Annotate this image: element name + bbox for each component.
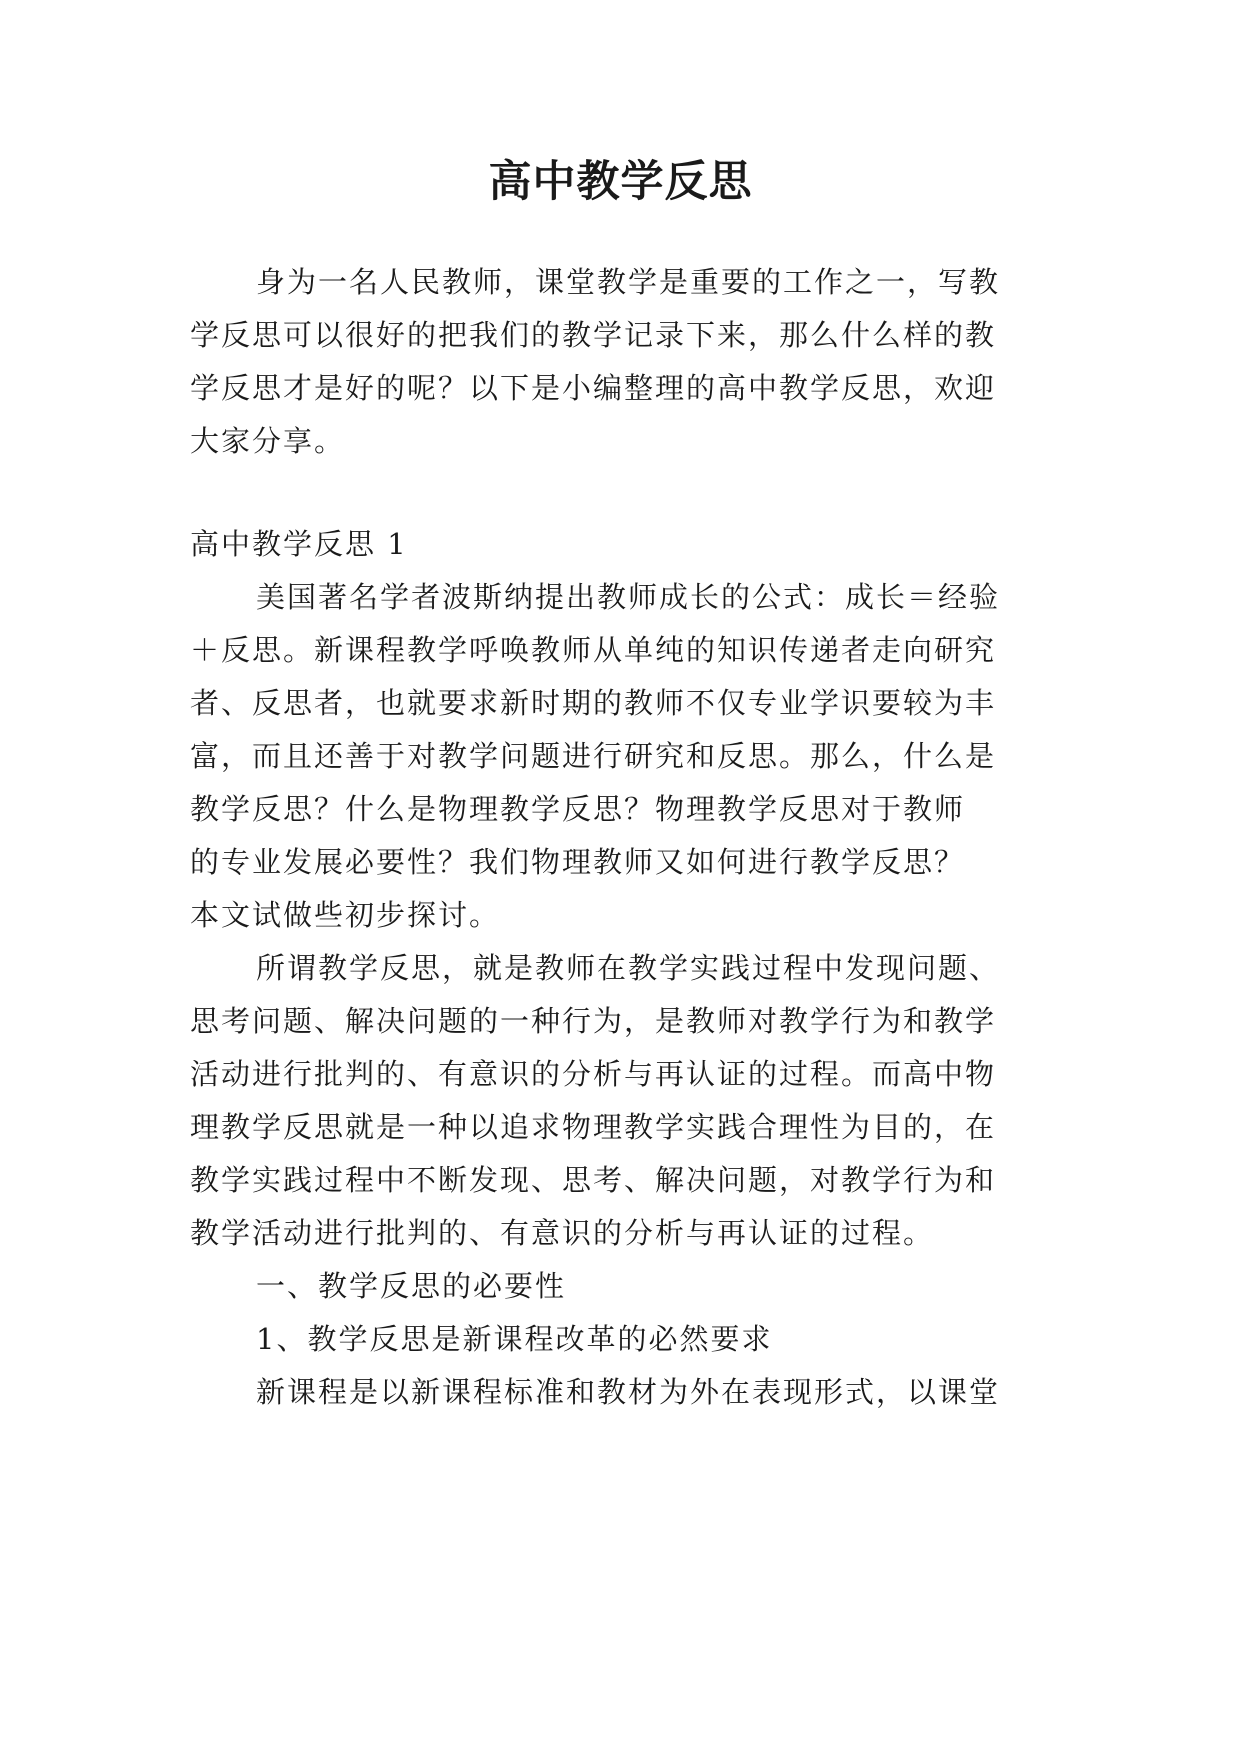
paragraph-line: 活动进行批判的、有意识的分析与再认证的过程。而高中物 bbox=[190, 1057, 997, 1091]
paragraph-line: 新课程是以新课程标准和教材为外在表现形式，以课堂 bbox=[256, 1375, 1001, 1409]
paragraph-line: 教学实践过程中不断发现、思考、解决问题，对教学行为和 bbox=[190, 1163, 997, 1197]
paragraph-line: 所谓教学反思，就是教师在教学实践过程中发现问题、 bbox=[256, 951, 1001, 985]
sub-heading: 1、教学反思是新课程改革的必然要求 bbox=[256, 1322, 773, 1356]
intro-line: 学反思可以很好的把我们的教学记录下来，那么什么样的教 bbox=[190, 318, 997, 352]
paragraph-line: 富，而且还善于对教学问题进行研究和反思。那么，什么是 bbox=[190, 739, 997, 773]
paragraph-line: 教学反思？什么是物理教学反思？物理教学反思对于教师 bbox=[190, 792, 966, 826]
paragraph-line: 美国著名学者波斯纳提出教师成长的公式：成长＝经验 bbox=[256, 580, 1001, 614]
sub-heading: 一、教学反思的必要性 bbox=[256, 1269, 567, 1303]
paragraph-line: 本文试做些初步探讨。 bbox=[190, 898, 501, 932]
paragraph-line: 理教学反思就是一种以追求物理教学实践合理性为目的，在 bbox=[190, 1110, 997, 1144]
document-title: 高中教学反思 bbox=[488, 157, 753, 207]
section-heading: 高中教学反思 1 bbox=[190, 527, 408, 561]
intro-line: 大家分享。 bbox=[190, 424, 346, 458]
paragraph-line: 者、反思者，也就要求新时期的教师不仅专业学识要较为丰 bbox=[190, 686, 997, 720]
intro-line: 学反思才是好的呢？以下是小编整理的高中教学反思，欢迎 bbox=[190, 371, 997, 405]
paragraph-line: 思考问题、解决问题的一种行为，是教师对教学行为和教学 bbox=[190, 1004, 997, 1038]
paragraph-line: 的专业发展必要性？我们物理教师又如何进行教学反思？ bbox=[190, 845, 966, 879]
paragraph-line: ＋反思。新课程教学呼唤教师从单纯的知识传递者走向研究 bbox=[190, 633, 997, 667]
paragraph-line: 教学活动进行批判的、有意识的分析与再认证的过程。 bbox=[190, 1216, 935, 1250]
intro-line: 身为一名人民教师，课堂教学是重要的工作之一，写教 bbox=[256, 265, 1001, 299]
